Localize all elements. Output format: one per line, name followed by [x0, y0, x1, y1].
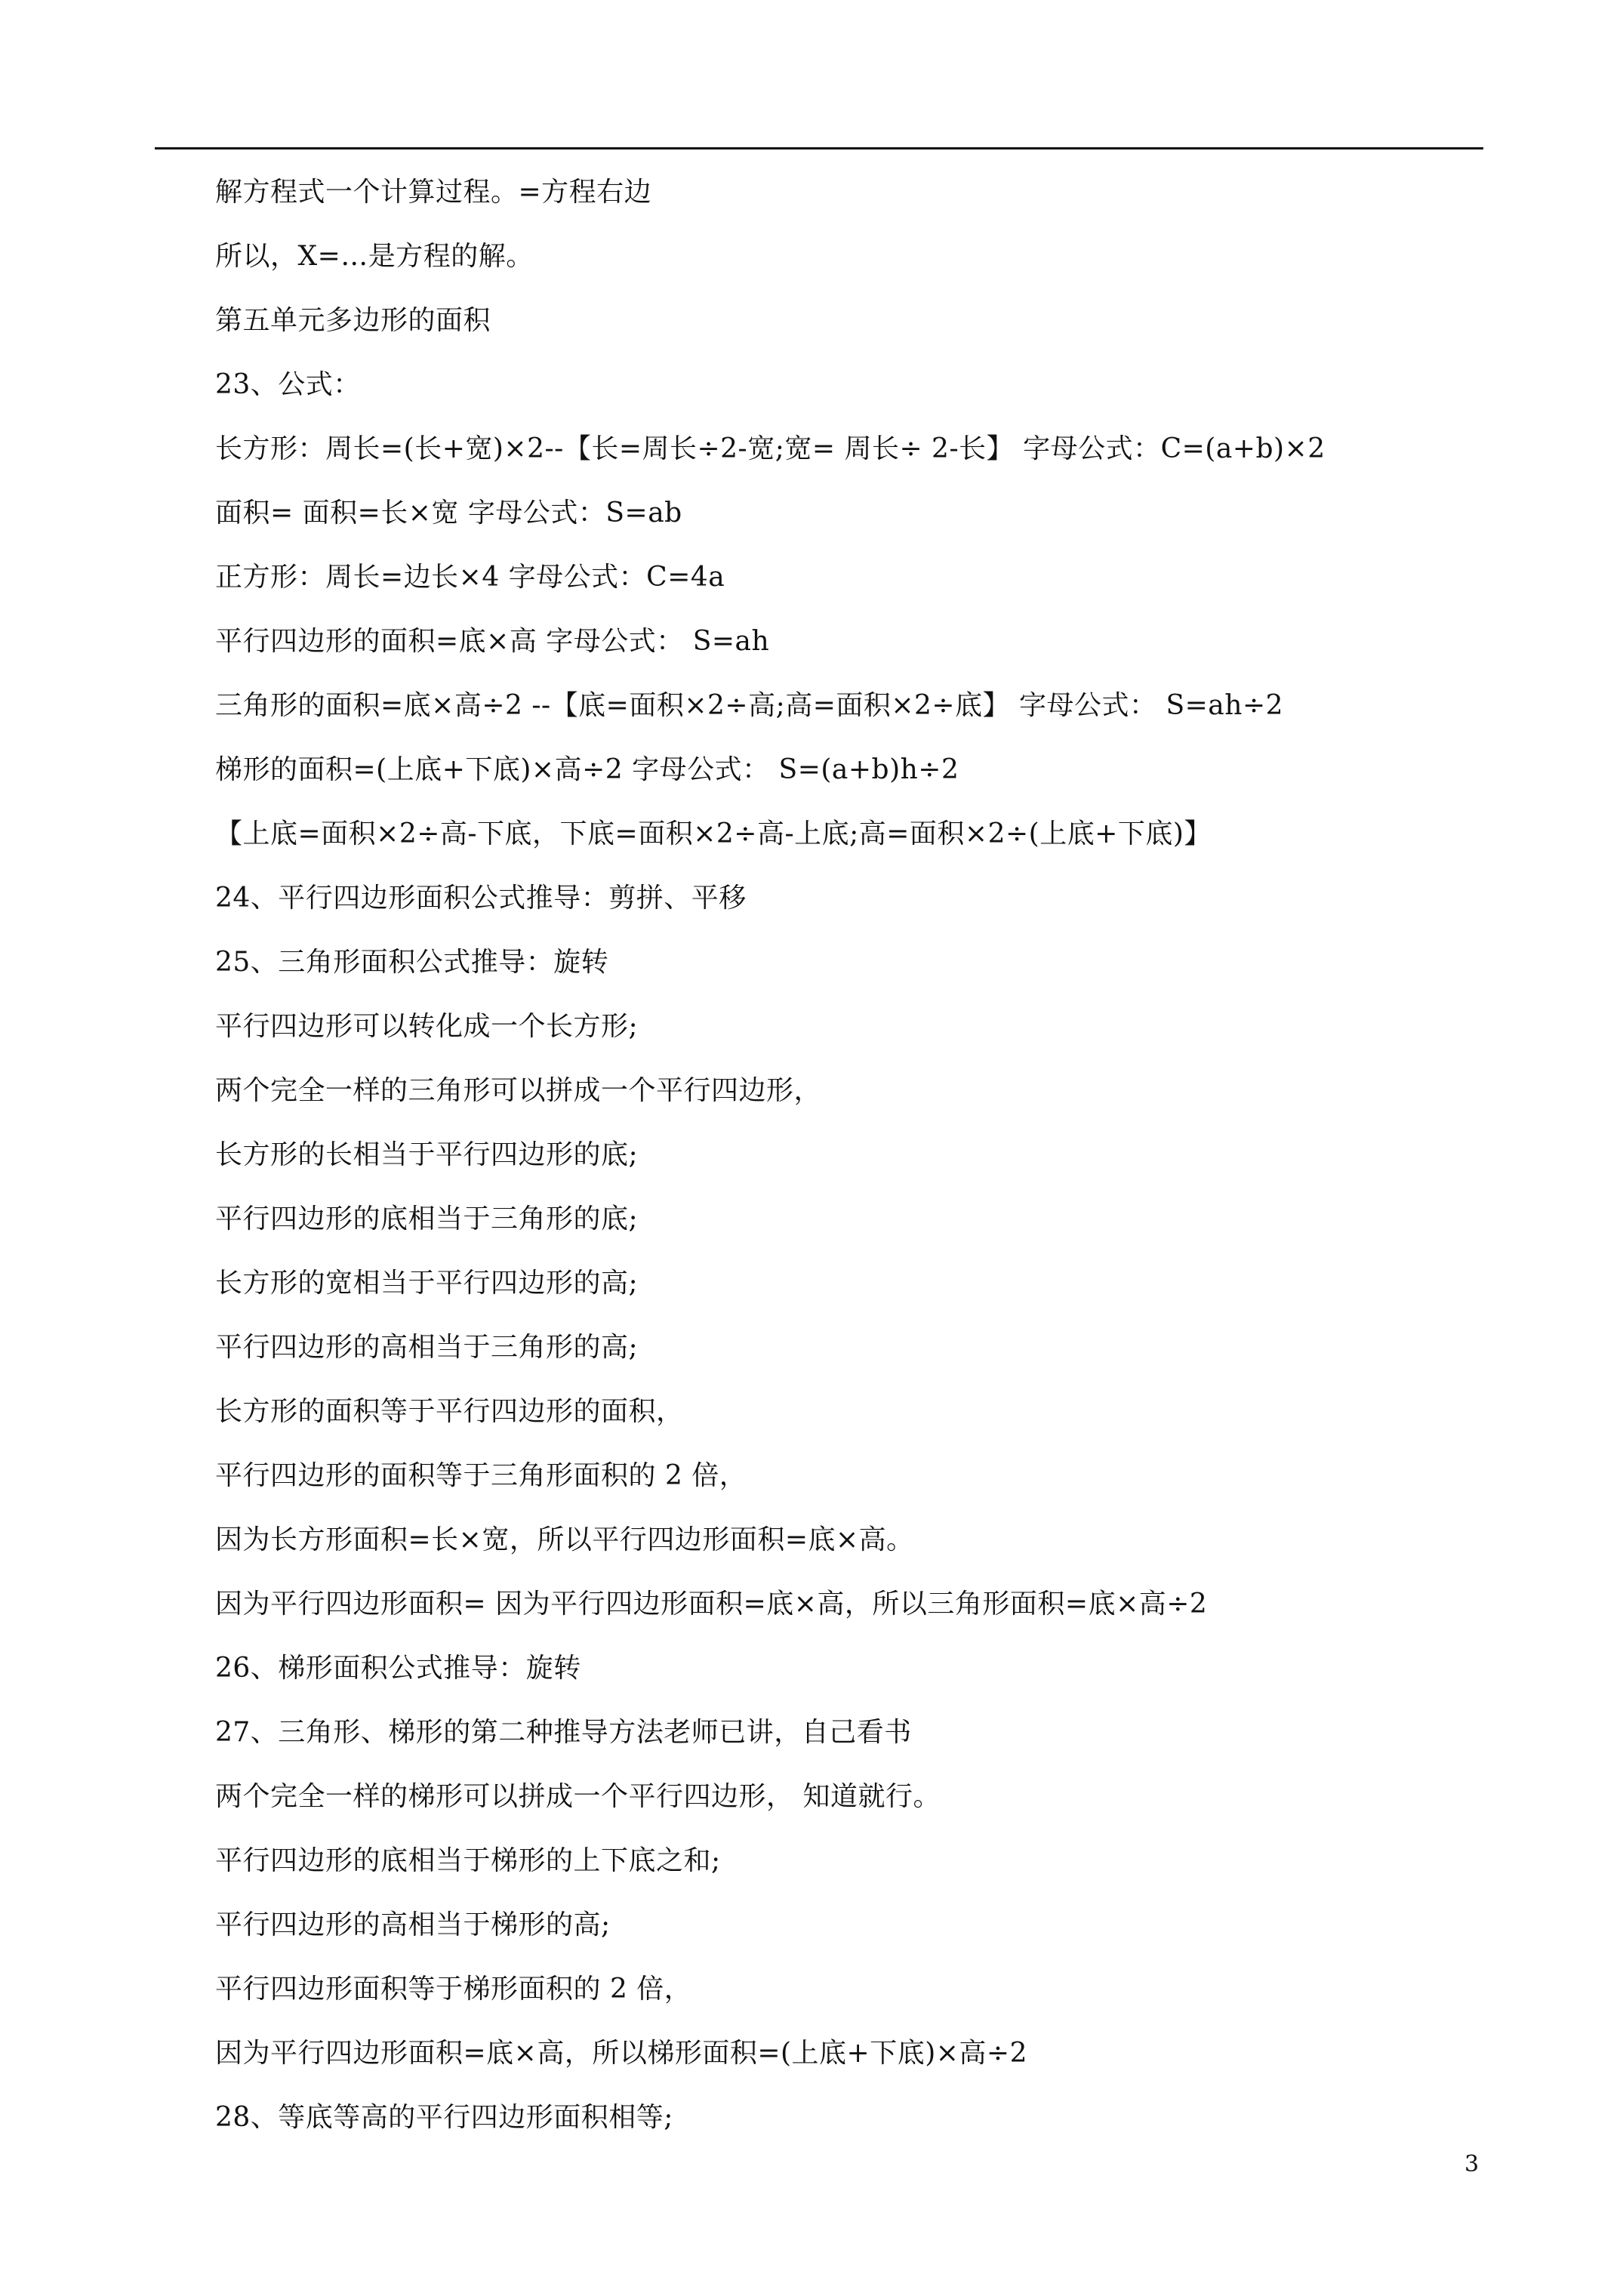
section-heading: 第五单元多边形的面积 — [215, 305, 491, 336]
text-line: 平行四边形的面积等于三角形面积的 2 倍， — [215, 1460, 747, 1491]
text-line: 两个完全一样的三角形可以拼成一个平行四边形， — [215, 1075, 822, 1106]
text-line: 平行四边形的高相当于梯形的高; — [215, 1909, 611, 1940]
text-line: 25、三角形面积公式推导：旋转 — [215, 947, 609, 978]
header-rule — [155, 147, 1483, 149]
text-line: 24、平行四边形面积公式推导：剪拼、平移 — [215, 883, 747, 914]
text-line: 27、三角形、梯形的第二种推导方法老师已讲，自己看书 — [215, 1717, 912, 1748]
text-line: 26、梯形面积公式推导：旋转 — [215, 1653, 581, 1684]
formula-line: 【上底=面积×2÷高-下底，下底=面积×2÷高-上底;高=面积×2÷(上底+下底)】 — [215, 818, 1212, 849]
text-line: 平行四边形可以转化成一个长方形; — [215, 1011, 639, 1042]
text-line: 因为平行四边形面积= 因为平行四边形面积=底×高，所以三角形面积=底×高÷2 — [215, 1589, 1208, 1620]
text-line: 平行四边形面积等于梯形面积的 2 倍， — [215, 1974, 692, 2005]
formula-line: 面积= 面积=长×宽 字母公式：S=ab — [215, 498, 682, 529]
text-line: 平行四边形的底相当于三角形的底; — [215, 1203, 639, 1234]
text-line: 长方形的宽相当于平行四边形的高; — [215, 1268, 639, 1299]
formula-line: 梯形的面积=(上底+下底)×高÷2 字母公式： S=(a+b)h÷2 — [215, 754, 959, 785]
formula-line: 长方形：周长=(长+宽)×2--【长=周长÷2-宽;宽= 周长÷ 2-长】 字母公式：C=(a+b)×2 — [215, 433, 1326, 464]
text-line: 因为长方形面积=长×宽，所以平行四边形面积=底×高。 — [215, 1524, 914, 1555]
text-line: 平行四边形的底相当于梯形的上下底之和; — [215, 1845, 721, 1876]
page-number: 3 — [1464, 2151, 1480, 2177]
formula-line: 正方形：周长=边长×4 字母公式：C=4a — [215, 562, 725, 593]
text-line: 平行四边形的高相当于三角形的高; — [215, 1332, 639, 1363]
document-body — [215, 160, 1468, 2150]
text-line: 长方形的面积等于平行四边形的面积， — [215, 1396, 684, 1427]
text-line: 23、公式： — [215, 369, 361, 400]
text-line: 两个完全一样的梯形可以拼成一个平行四边形， 知道就行。 — [215, 1781, 941, 1812]
text-line: 所以，X=…是方程的解。 — [215, 241, 534, 272]
formula-line: 平行四边形的面积=底×高 字母公式： S=ah — [215, 626, 770, 657]
text-line: 因为平行四边形面积=底×高，所以梯形面积=(上底+下底)×高÷2 — [215, 2038, 1027, 2069]
text-line: 28、等底等高的平行四边形面积相等; — [215, 2102, 673, 2133]
text-line: 解方程式一个计算过程。=方程右边 — [215, 177, 652, 208]
formula-line: 三角形的面积=底×高÷2 --【底=面积×2÷高;高=面积×2÷底】 字母公式： S=ah÷2 — [215, 690, 1284, 721]
text-line: 长方形的长相当于平行四边形的底; — [215, 1139, 639, 1170]
